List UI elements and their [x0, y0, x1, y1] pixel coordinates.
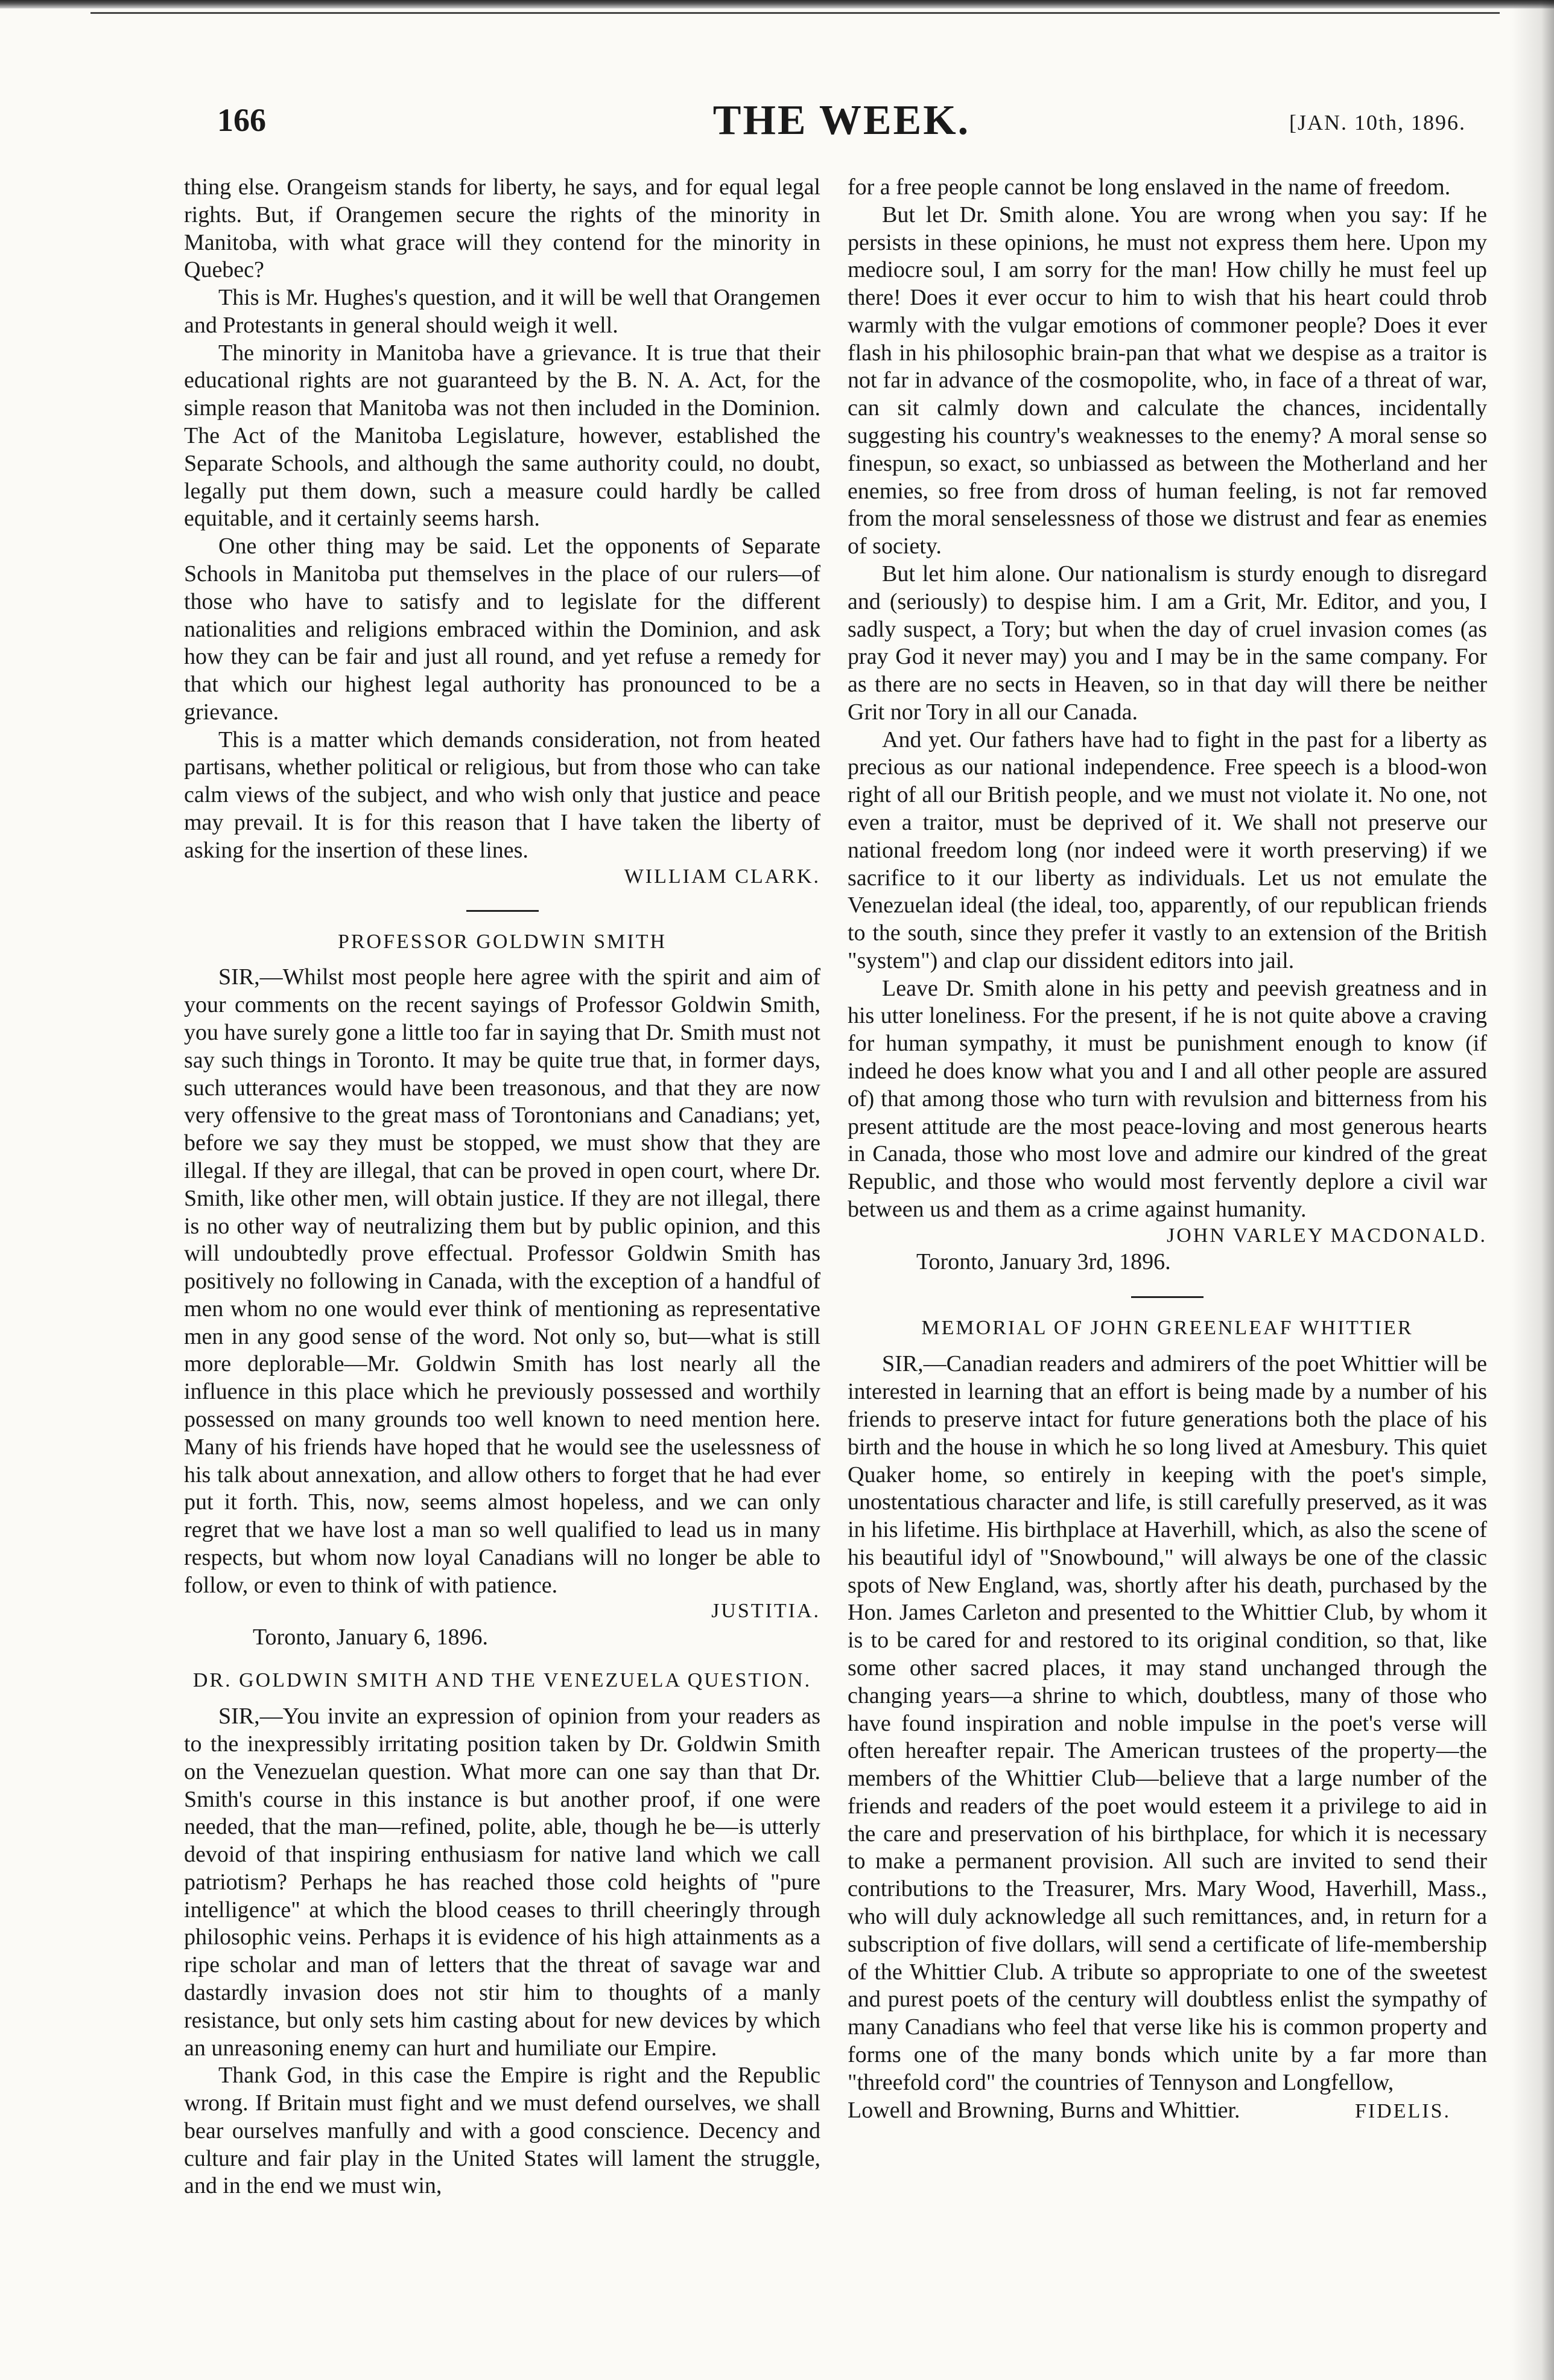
article-divider	[1131, 1296, 1204, 1298]
dateline: Toronto, January 6, 1896.	[253, 1624, 488, 1650]
paragraph: SIR,—Canadian readers and admirers of the poet Whittier will be interested in learning that an effort is being made by a number of his friends to preserve intact for future generations both the place of his birth and the house in which he so long lived at Amesbury. This quiet Quaker home, so entirely in keeping with the poet's simple, unostentatious character and life, is still carefully preserved, as it was in his lifetime. His birthplace at Haverhill, which, as also the scene of his beautiful idyl of "Snowbound," will always be one of the classic spots of New England, was, shortly after his death, purchased by the Hon. James Carleton and presented to the Whittier Club, by whom it is to be cared for and restored to its original condition, so that, like some other sacred places, it may stand unchanged through the changing years—a shrine to which, doubtless, many of those who have found inspiration and noble impulse in the poet's verse will often hereafter repair. The American trustees of the property—the members of the Whittier Club—believe that a large number of the friends and readers of the poet would esteem it a privilege to aid in the care and preservation of his birthplace, for which it is necessary to make a permanent provision. All such are invited to send their contributions to the Treasurer, Mrs. Mary Wood, Haverhill, Mass., who will duly acknowledge all such remittances, and, in return for a subscription of five dollars, will send a certificate of life-membership of the Whittier Club. A tribute so appropriate to one of the sweetest and purest poets of the century will doubtless enlist the sympathy of many Canadians who feel that verse like his is common property and forms one of the many bonds which unite by a far more than "threefold cord" the countries of Tennyson and Longfellow,	[848, 1351, 1487, 2095]
signature: JUSTITIA.	[711, 1600, 820, 1623]
page-top-rule	[90, 12, 1500, 14]
closing-line	[848, 2097, 1487, 2125]
paragraph: Thank God, in this case the Empire is right and the Republic wrong. If Britain must fight and we must defend ourselves, we shall bear ourselves manfully and with a good conscience. Decency and culture and fair play in the United States will lament the struggle, and in the end we must win,	[184, 2063, 820, 2199]
closing-text: Lowell and Browning, Burns and Whittier.	[848, 2097, 1240, 2123]
issue-date: [JAN. 10th, 1896.	[1289, 110, 1466, 135]
paragraph: for a free people cannot be long enslaved in the name of freedom.	[848, 174, 1451, 200]
paragraph: SIR,—Whilst most people here agree with the spirit and aim of your comments on the recent sayings of Professor Goldwin Smith, you have surely gone a little too far in saying that Dr. Smith must not say such things in Toronto. It may be quite true that, in former days, such utterances would have been treasonous, and that they are now very offensive to the great mass of Torontonians and Canadians; yet, before we say they must be stopped, we must show that they are illegal. If they are illegal, that can be proved in open court, where Dr. Smith, like other men, will obtain justice. If they are not illegal, there is no other way of neutralizing them but by public opinion, and this will undoubtedly prove effectual. Professor Goldwin Smith has positively no following in Canada, with the exception of a handful of men whom no one would ever think of mentioning as representative men in any good sense of the word. Not only so, but—what is still more deplorable—Mr. Goldwin Smith has lost nearly all the influence in this place which he previously possessed and worthily possessed on many grounds too well known to need mention here. Many of his friends have hoped that he would see the uselessness of his talk about annexation, and allow others to forget that he had ever put it forth. This, now, seems almost hopeless, and we can only regret that we have lost a man so well qualified to lead us in many respects, but whom now loyal Canadians will no longer be able to follow, or even to think of with patience.	[184, 964, 820, 1598]
paragraph: thing else. Orangeism stands for liberty, he says, and for equal legal rights. But, if Orangemen secure the rights of the minority in Manitoba, with what grace will they contend for the minority in Quebec?	[184, 174, 820, 283]
page-binding-shadow	[1512, 0, 1554, 2380]
article-divider	[466, 910, 539, 912]
signature: FIDELIS.	[1354, 2099, 1451, 2122]
masthead-title: THE WEEK.	[712, 97, 971, 144]
paragraph: But let Dr. Smith alone. You are wrong when you say: If he persists in these opinions, he must not express them here. Upon my mediocre soul, I am sorry for the man! How chilly he must feel up there! Does it ever occur to him to wish that his heart could throb warmly with the vulgar emotions of commoner people? Does it ever flash in his philosophic brain-pan that what we despise as a traitor is not far in advance of the cosmopolite, who, in face of a threat of war, can sit calmly down and calculate the chances, incidentally suggesting his country's weaknesses to the enemy? A moral sense so finespun, so exact, so unbiassed as between the Motherland and her enemies, so free from dross of human feeling, is not far removed from the moral senselessness of those we distrust and fear as enemies of society.	[848, 202, 1487, 559]
article-title: DR. GOLDWIN SMITH AND THE VENEZUELA QUESTION.	[192, 1669, 812, 1692]
paragraph: And yet. Our fathers have had to fight in the past for a liberty as precious as our national independence. Free speech is a blood-won right of all our British people, and we must not violate it. No one, not even a traitor, must be deprived of it. We shall not preserve our national freedom long (nor indeed were it worth preserving) if we sacrifice to it our liberty as individuals. Let us not emulate the Venezuelan ideal (the ideal, too, apparently, of our republican friends to the south, since they prefer it vastly to an extension of the British "system") and clap our dissident editors into jail.	[848, 727, 1487, 973]
paragraph: This is a matter which demands consideration, not from heated partisans, whether political or religious, but from those who can take calm views of the subject, and who wish only that justice and peace may prevail. It is for this reason that I have taken the liberty of asking for the insertion of these lines.	[184, 727, 820, 863]
paragraph: One other thing may be said. Let the opponents of Separate Schools in Manitoba put themselves in the place of our rulers—of those who have to satisfy and to legislate for the different nationalities and religions embraced within the Dominion, and ask how they can be fair and just all round, and yet refuse a remedy for that which our highest legal authority has pronounced to be a grievance.	[184, 533, 820, 725]
article-title: PROFESSOR GOLDWIN SMITH	[337, 930, 667, 953]
signature: WILLIAM CLARK.	[624, 865, 820, 888]
paragraph: Leave Dr. Smith alone in his petty and peevish greatness and in his utter loneliness. For the present, if he is not quite above a craving for human sympathy, it must be punishment enough to know (if indeed he does know what you and I and all other people are assured of) that among those who turn with revulsion and bitterness from his present attitude are the most peace-loving and most generous hearts in Canada, those who most love and admire our kindred of the great Republic, and those who would most fervently deplore a civil war between us and them as a crime against humanity.	[848, 975, 1487, 1222]
dateline: Toronto, January 3rd, 1896.	[916, 1249, 1171, 1274]
page-number: 166	[217, 102, 266, 138]
paragraph: But let him alone. Our nationalism is sturdy enough to disregard and (seriously) to despise him. I am a Grit, Mr. Editor, and you, I sadly suspect, a Tory; but when the day of cruel invasion comes (as pray God it never may) you and I may be in the same company. For as there are no sects in Heaven, so in that day will there be neither Grit nor Tory in all our Canada.	[848, 561, 1487, 725]
left-column	[184, 174, 820, 2200]
paragraph: The minority in Manitoba have a grievance. It is true that their educational rights are not guaranteed by the B. N. A. Act, for the simple reason that Manitoba was not then included in the Dominion. The Act of the Manitoba Legislature, however, established the Separate Schools, and although the same authority could, no doubt, legally put them down, such a measure could hardly be called equitable, and it certainly seems harsh.	[184, 340, 820, 532]
signature: JOHN VARLEY MACDONALD.	[1166, 1224, 1487, 1247]
page-top-edge	[0, 0, 1554, 8]
paragraph: SIR,—You invite an expression of opinion from your readers as to the inexpressibly irritating position taken by Dr. Goldwin Smith on the Venezuelan question. What more can one say than that Dr. Smith's course in this instance is but another proof, if one were needed, that the man—refined, polite, able, though he be—is utterly devoid of that inspiring enthusiasm for native land which we call patriotism? Perhaps he has reached those cold heights of "pure intelligence" at which the blood ceases to thrill cheeringly through philosophic veins. Perhaps it is evidence of his high attainments as a ripe scholar and man of letters that the threat of savage war and dastardly invasion does not stir him to thoughts of a manly resistance, but only sets him casting about for new devices by which an unreasoning enemy can hurt and humiliate our Empire.	[184, 1704, 820, 2061]
article-title: MEMORIAL OF JOHN GREENLEAF WHITTIER	[921, 1317, 1413, 1340]
right-column	[848, 174, 1487, 2124]
page-header	[217, 97, 1466, 151]
paragraph: This is Mr. Hughes's question, and it will be well that Orangemen and Protestants in general should weigh it well.	[184, 285, 820, 338]
